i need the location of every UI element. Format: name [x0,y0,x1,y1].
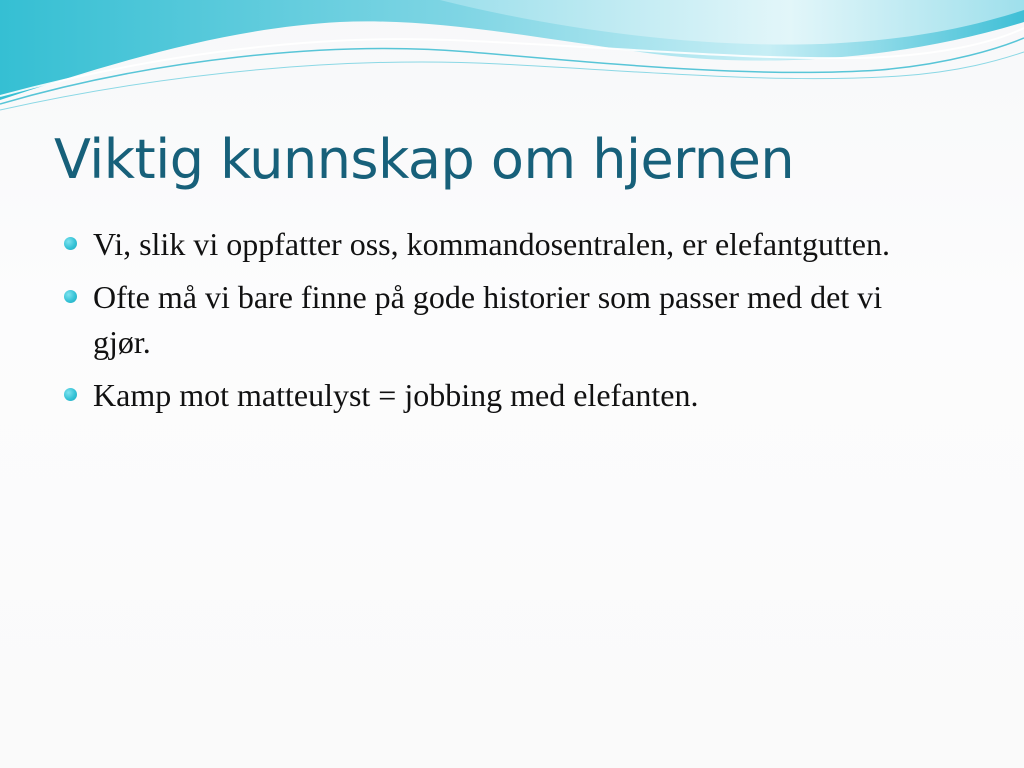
circle-bullet-icon [64,290,77,303]
wave-line-2 [0,52,1024,110]
bullet-text: Ofte må vi bare finne på gode historier som passer med det vi gjør. [93,279,883,360]
bullet-item [60,275,910,365]
bullet-item [60,222,910,267]
bullet-text: Kamp mot matteulyst = jobbing med elefanten. [93,377,699,413]
bullet-list [60,222,910,426]
header-wave-decoration [0,0,1024,120]
circle-bullet-icon [64,388,77,401]
circle-bullet-icon [64,237,77,250]
bullet-text: Vi, slik vi oppfatter oss, kommandosentralen, er elefantgutten. [93,226,890,262]
bullet-item [60,373,910,418]
slide-title: Viktig kunnskap om hjernen [54,128,795,191]
